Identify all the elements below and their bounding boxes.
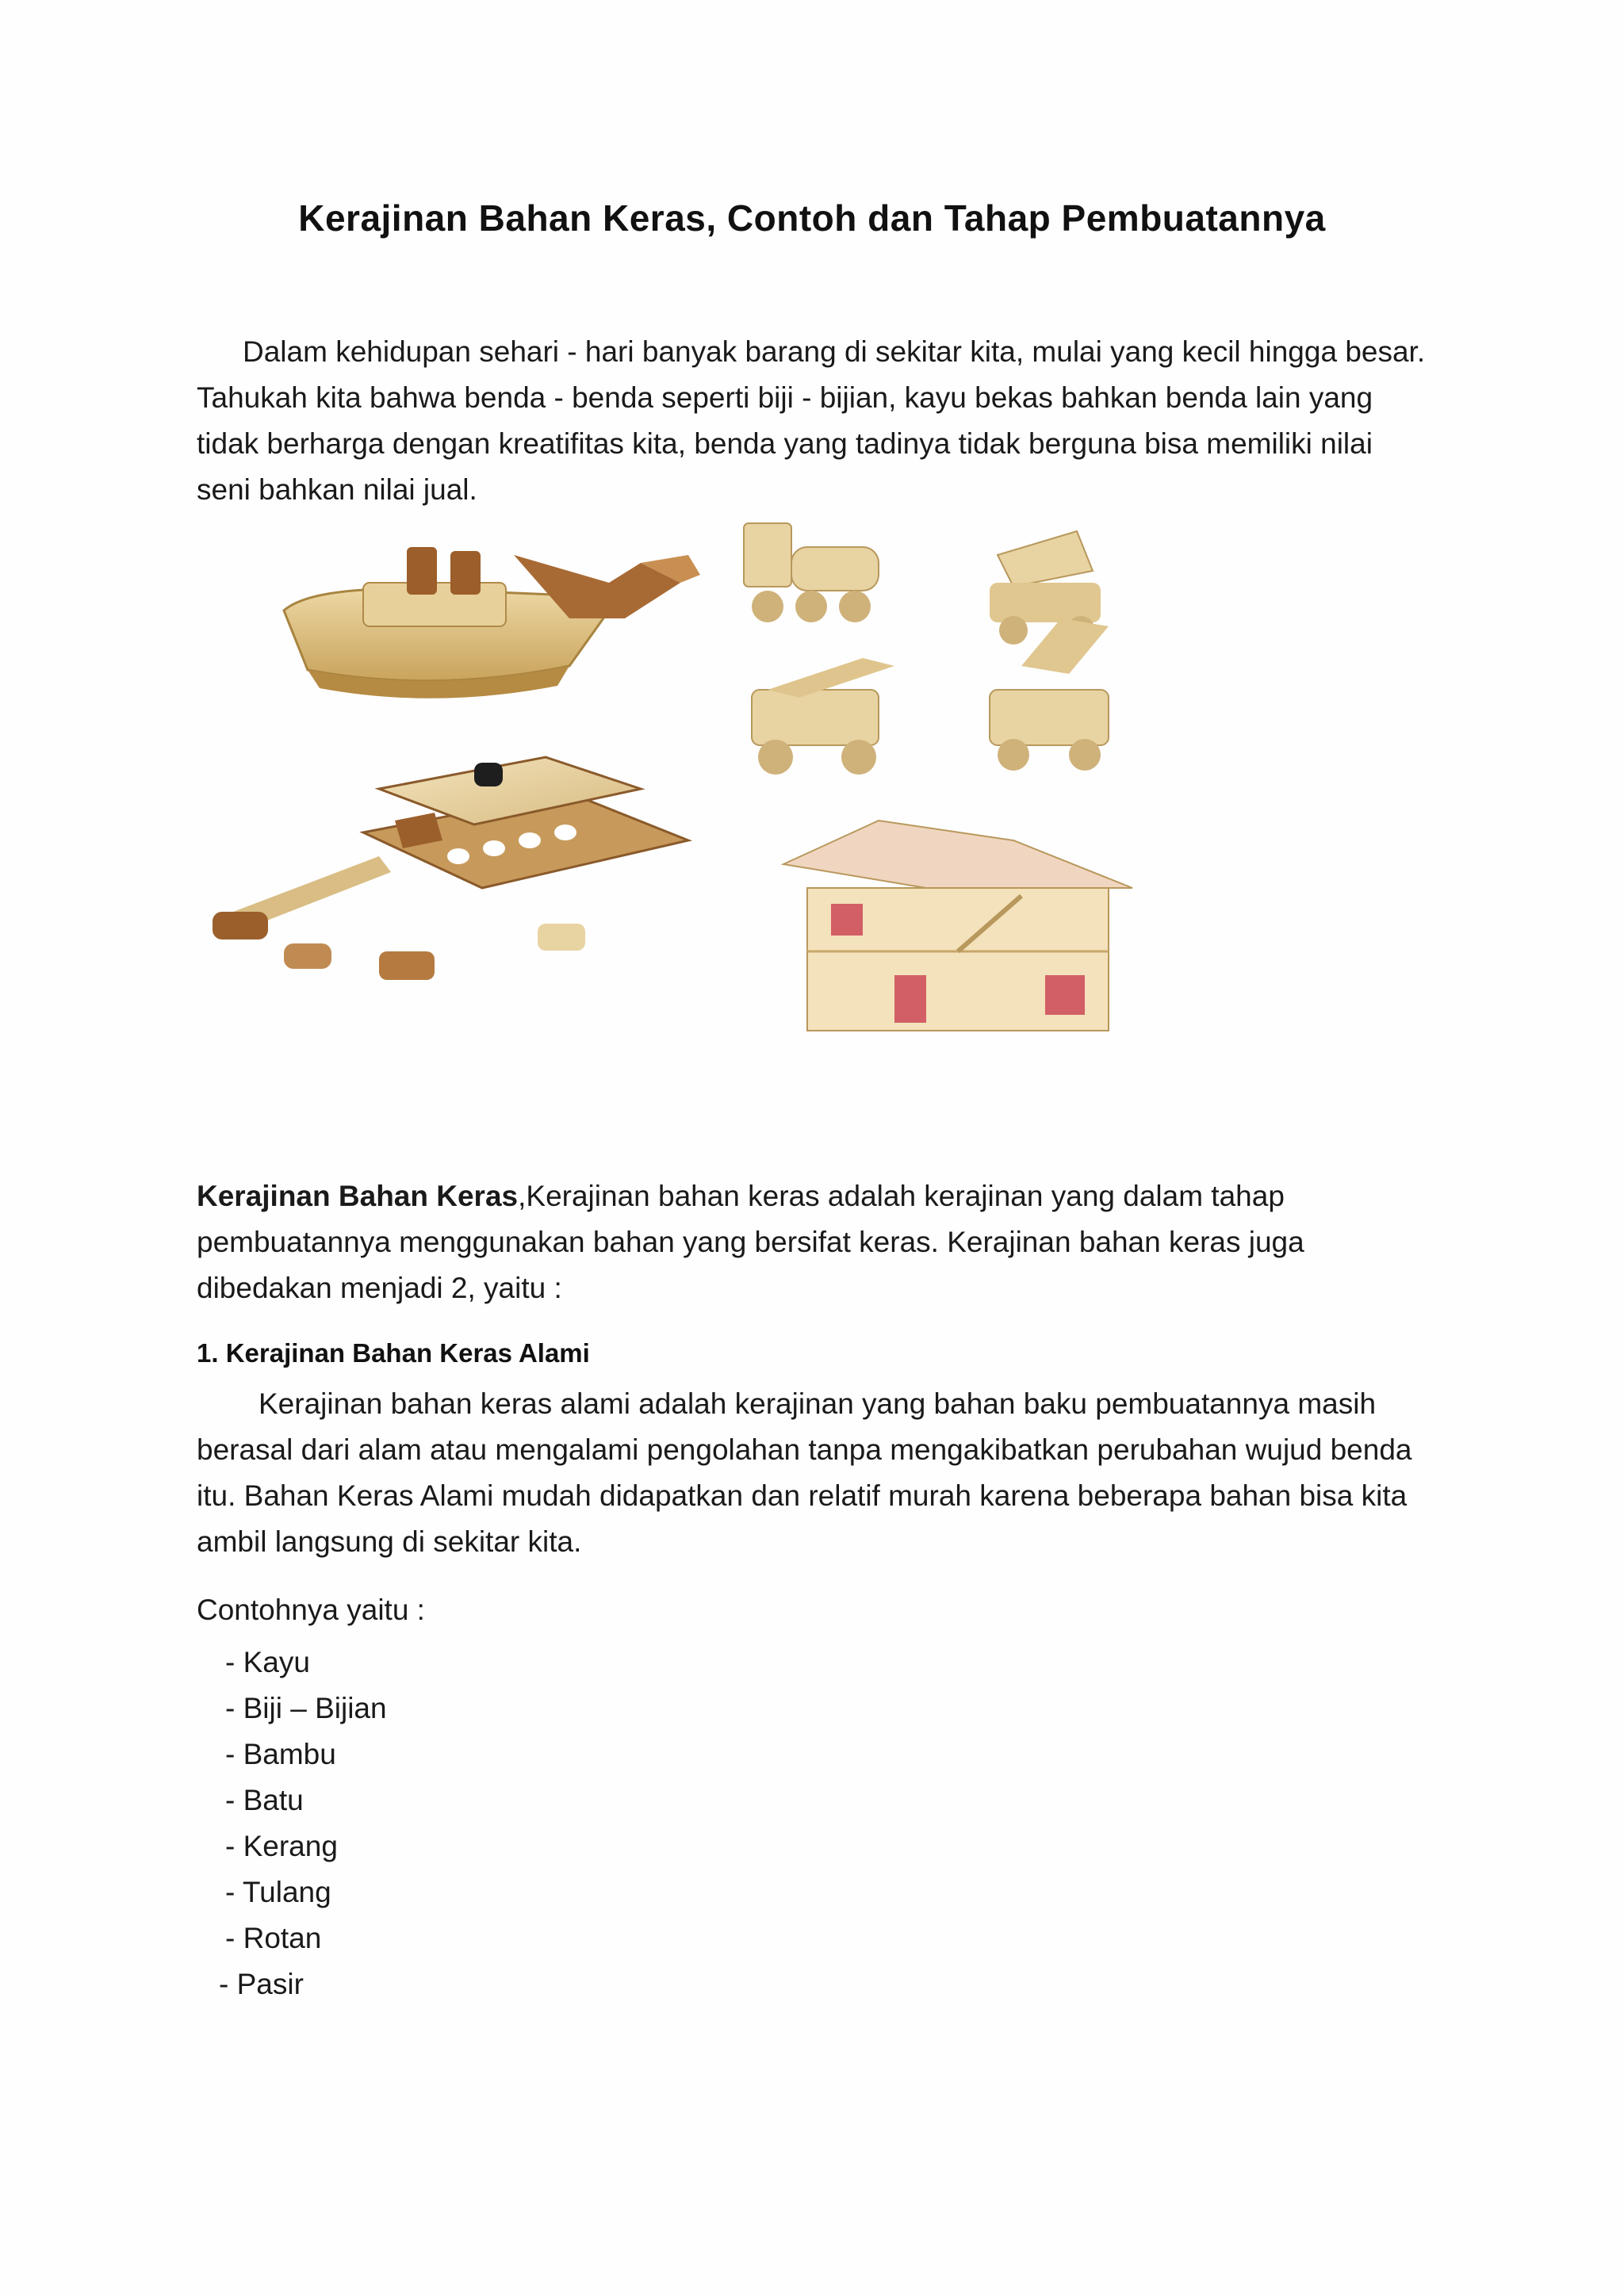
intro-paragraph: Dalam kehidupan sehari - hari banyak barang di sekitar kita, mulai yang kecil hingga besar. Tahukah kita bahwa benda - benda seperti biji - bijian, kayu bekas bahkan benda lain yang tidak berharga dengan kreatifitas kita, benda yang tadinya tidak berguna bisa memiliki nilai seni bahkan nilai jual. [197,335,1426,506]
definition-paragraph [197,1173,1434,1311]
list-item: - Pasir [219,1968,304,2000]
document-title: Kerajinan Bahan Keras, Contoh dan Tahap Pembuatannya [298,197,1326,239]
definition-text: ,Kerajinan bahan keras adalah kerajinan yang dalam tahap pembuatannya menggunakan bahan yang bersifat keras. Kerajinan bahan keras juga dibedakan menjadi 2, yaitu : [197,1180,1304,1304]
examples-label: Contohnya yaitu : [197,1594,425,1626]
toy-boat [284,547,700,698]
section-heading-alami: 1. Kerajinan Bahan Keras Alami [197,1338,590,1368]
list-item: - Biji – Bijian [225,1692,387,1724]
examples-list [219,1640,387,2007]
list-item: - Kerang [225,1830,338,1862]
toy-train [744,523,879,622]
list-item: - Tulang [225,1876,331,1908]
toy-ferry [213,757,688,980]
list-item: - Rotan [225,1922,322,1954]
list-item: - Bambu [225,1738,336,1770]
toy-dollhouse [783,821,1132,1031]
list-item: - Kayu [225,1646,310,1678]
definition-term: Kerajinan Bahan Keras [197,1180,519,1212]
section-paragraph-alami: Kerajinan bahan keras alami adalah kerajinan yang bahan baku pembuatannya masih berasal dari alam atau mengalami pengolahan tanpa mengakibatkan perubahan wujud benda itu. Bahan Keras Alami mudah didapatkan dan relatif murah karena beberapa bahan bisa kita ambil langsung di sekitar kita. [197,1387,1412,1558]
list-item: - Batu [225,1784,304,1816]
toy-crane-truck [752,658,894,775]
wooden-toys-image [197,507,1212,1047]
